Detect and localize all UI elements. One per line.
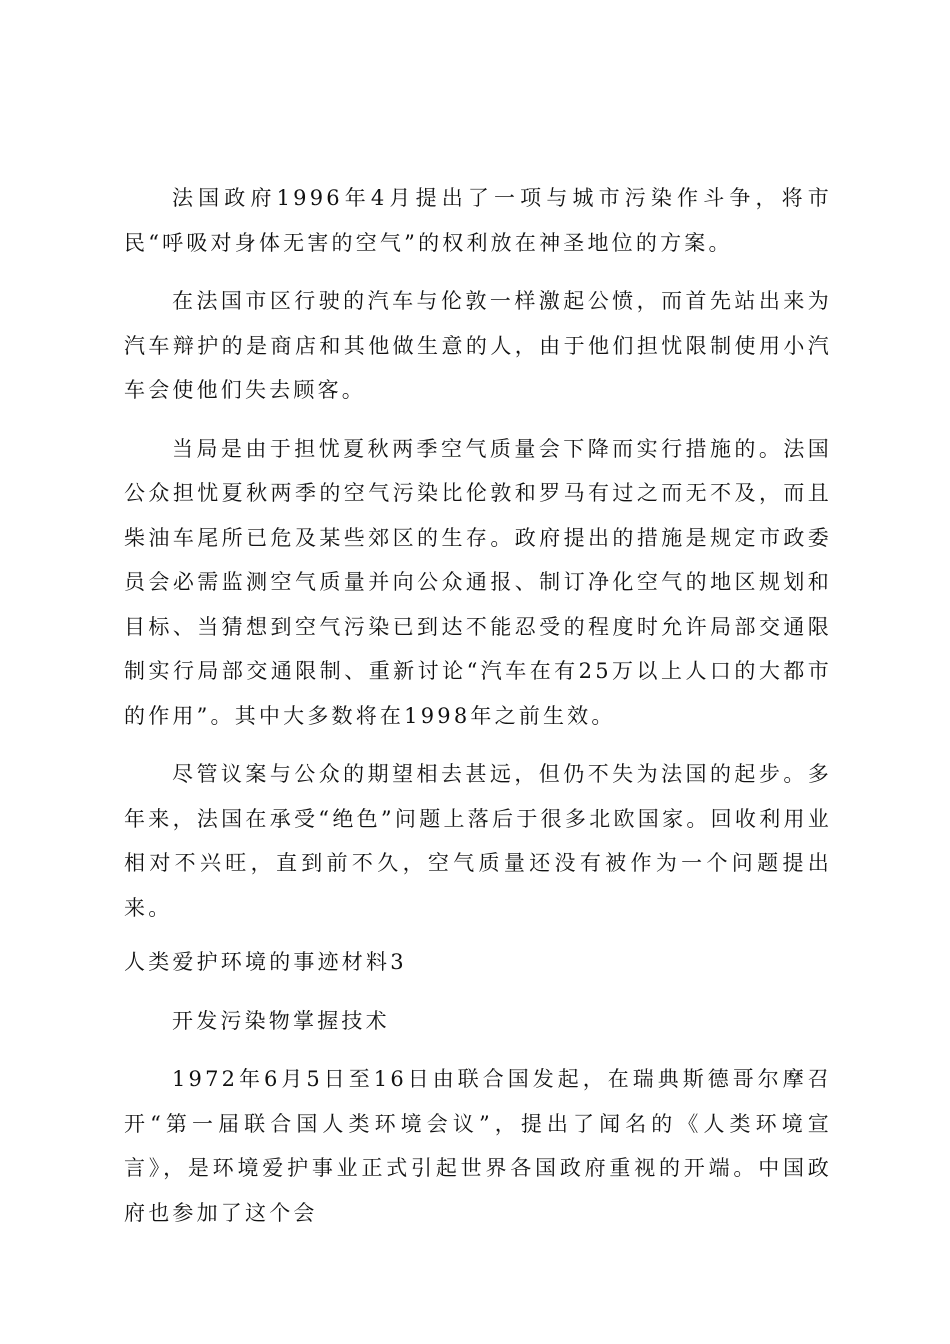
paragraph-2: 在法国市区行驶的汽车与伦敦一样激起公愤，而首先站出来为汽车辩护的是商店和其他做生意的人，由于他们担忧限制使用小汽车会使他们失去顾客。 xyxy=(124,289,832,402)
paragraph-3: 当局是由于担忧夏秋两季空气质量会下降而实行措施的。法国公众担忧夏秋两季的空气污染比伦敦和罗马有过之而无不及，而且柴油车尾所已危及某些郊区的生存。政府提出的措施是规定市政委员会必需监测空气质量并向公众通报、制订净化空气的地区规划和目标、当猜想到空气污染已到达不能忍受的程度时允许局部交通限制实行局部交通限制、重新讨论“汽车在有25万以上人口的大都市的作用”。其中大多数将在1998年之前生效。 xyxy=(124,436,832,728)
document-body xyxy=(124,176,832,1249)
paragraph-4: 尽管议案与公众的期望相去甚远，但仍不失为法国的起步。多年来，法国在承受“绝色”问题上落后于很多北欧国家。回收利用业相对不兴旺，直到前不久，空气质量还没有被作为一个问题提出来。 xyxy=(124,762,832,920)
paragraph-1: 法国政府1996年4月提出了一项与城市污染作斗争，将市民“呼吸对身体无害的空气”的权利放在神圣地位的方案。 xyxy=(124,186,832,255)
section-heading: 人类爱护环境的事迹材料3 xyxy=(124,950,407,974)
paragraph-5: 1972年6月5日至16日由联合国发起，在瑞典斯德哥尔摩召开“第一届联合国人类环境会议”，提出了闻名的《人类环境宣言》，是环境爱护事业正式引起世界各国政府重视的开端。中国政府也参加了这个会 xyxy=(124,1067,832,1225)
section-subheading: 开发污染物掌握技术 xyxy=(172,1008,390,1033)
